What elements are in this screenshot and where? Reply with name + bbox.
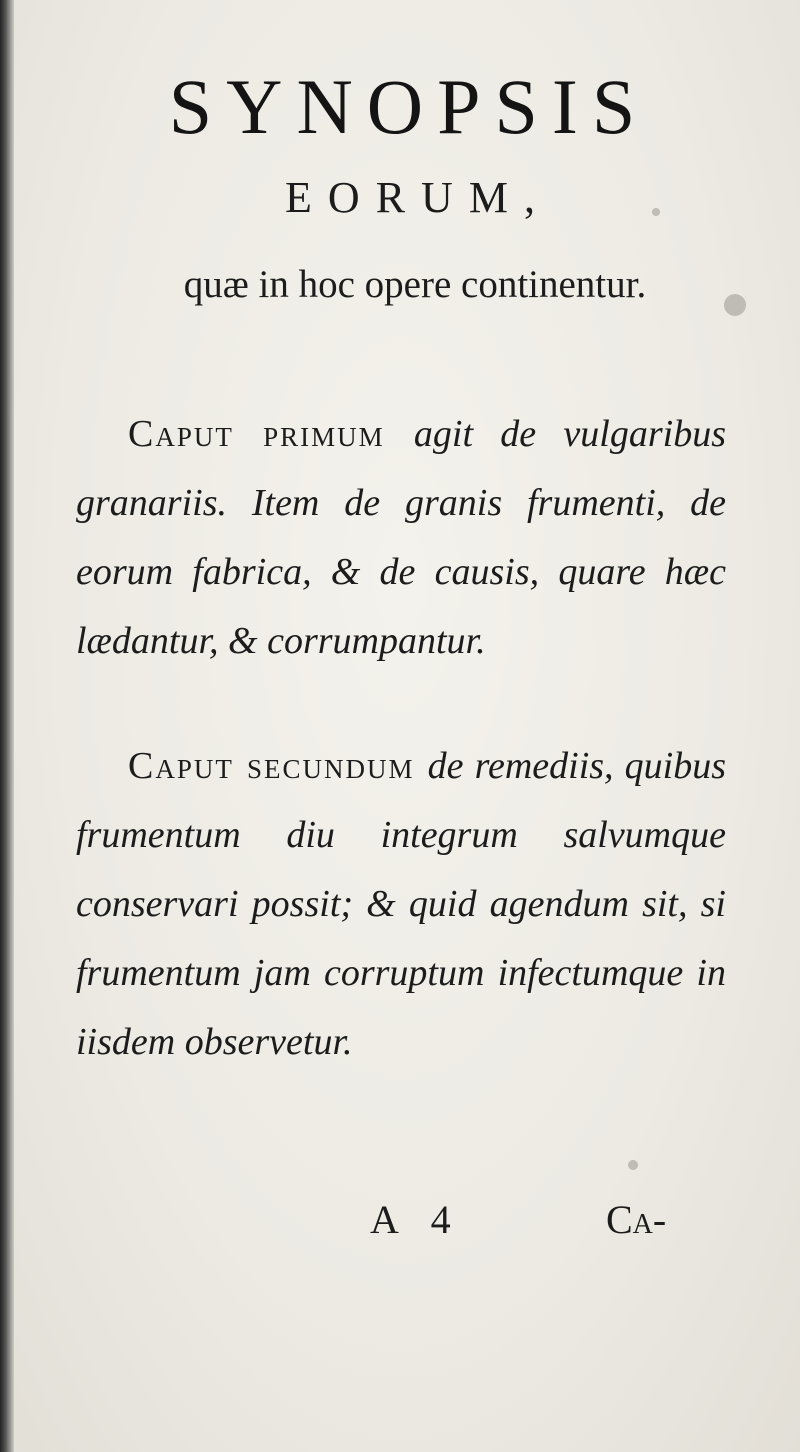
section-body: agit de vulgaribus granariis. Item de granis frumenti, de eorum fabrica, & de causis, quare hæc lædantur, & corrumpantur.: [76, 413, 726, 662]
section-lead: Caput primum: [128, 413, 414, 455]
signature-mark: A 4: [370, 1197, 463, 1242]
page-subline: quæ in hoc opere continentur.: [183, 263, 647, 306]
page-subtitle: EORUM,: [285, 173, 551, 222]
page-title: SYNOPSIS: [168, 63, 650, 150]
paper-speck: [628, 1160, 638, 1170]
section-paragraph: [76, 400, 726, 676]
catchword: Ca-: [606, 1197, 667, 1242]
section-body: de remediis, quibus frumentum diu integrum salvumque conservari possit; & quid agendum sit, si frumentum jam corruptum infectumque in iisdem observetur.: [76, 745, 727, 1063]
section-lead: Caput secundum: [128, 745, 428, 787]
section-paragraph: [76, 732, 726, 1077]
